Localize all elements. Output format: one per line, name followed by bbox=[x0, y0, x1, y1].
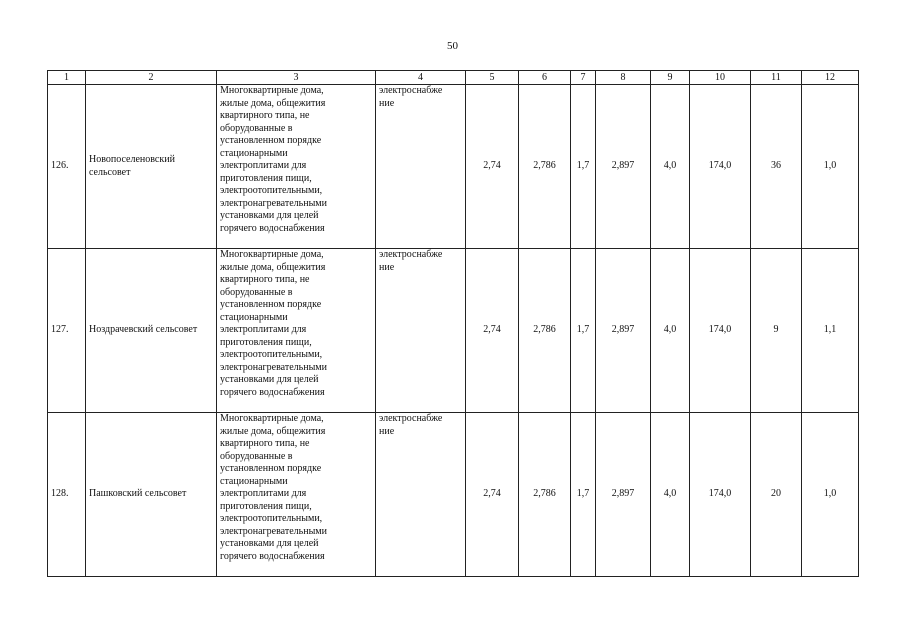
value-col-9: 4,0 bbox=[651, 249, 690, 413]
settlement-name: Ноздрачевский сельсовет bbox=[86, 249, 217, 413]
column-header: 7 bbox=[571, 71, 596, 85]
housing-description: Многоквартирные дома, жилые дома, общежития квартирного типа, не оборудованные в установленном порядке стационарными электроплитами для приготовления пищи, электроотопительными, электронагревательными установками для целей горячего водоснабжения bbox=[217, 249, 376, 413]
column-header: 2 bbox=[86, 71, 217, 85]
value-col-7: 1,7 bbox=[571, 413, 596, 577]
value-col-9: 4,0 bbox=[651, 413, 690, 577]
value-col-5: 2,74 bbox=[466, 85, 519, 249]
column-header: 6 bbox=[519, 71, 571, 85]
table-row bbox=[48, 413, 859, 577]
value-col-6: 2,786 bbox=[519, 413, 571, 577]
value-col-5: 2,74 bbox=[466, 249, 519, 413]
utility-type: электроснабже ние bbox=[376, 249, 466, 413]
tariff-table bbox=[47, 70, 859, 577]
housing-description: Многоквартирные дома, жилые дома, общежития квартирного типа, не оборудованные в установленном порядке стационарными электроплитами для приготовления пищи, электроотопительными, электронагревательными установками для целей горячего водоснабжения bbox=[217, 413, 376, 577]
value-col-9: 4,0 bbox=[651, 85, 690, 249]
value-col-8: 2,897 bbox=[596, 413, 651, 577]
value-col-5: 2,74 bbox=[466, 413, 519, 577]
value-col-11: 9 bbox=[751, 249, 802, 413]
settlement-name: Новопоселеновский сельсовет bbox=[86, 85, 217, 249]
value-col-12: 1,0 bbox=[802, 85, 859, 249]
value-col-11: 36 bbox=[751, 85, 802, 249]
row-number: 126. bbox=[48, 85, 86, 249]
value-col-6: 2,786 bbox=[519, 85, 571, 249]
value-col-12: 1,0 bbox=[802, 413, 859, 577]
value-col-10: 174,0 bbox=[690, 249, 751, 413]
column-header: 4 bbox=[376, 71, 466, 85]
utility-type: электроснабже ние bbox=[376, 85, 466, 249]
table-row bbox=[48, 249, 859, 413]
column-header: 9 bbox=[651, 71, 690, 85]
value-col-10: 174,0 bbox=[690, 85, 751, 249]
row-number: 128. bbox=[48, 413, 86, 577]
value-col-8: 2,897 bbox=[596, 249, 651, 413]
settlement-name: Пашковский сельсовет bbox=[86, 413, 217, 577]
value-col-11: 20 bbox=[751, 413, 802, 577]
value-col-7: 1,7 bbox=[571, 85, 596, 249]
utility-type: электроснабже ние bbox=[376, 413, 466, 577]
table-row bbox=[48, 85, 859, 249]
column-header: 3 bbox=[217, 71, 376, 85]
page-number: 50 bbox=[447, 40, 458, 52]
value-col-6: 2,786 bbox=[519, 249, 571, 413]
column-header: 5 bbox=[466, 71, 519, 85]
row-number: 127. bbox=[48, 249, 86, 413]
column-header: 8 bbox=[596, 71, 651, 85]
column-header: 1 bbox=[48, 71, 86, 85]
value-col-7: 1,7 bbox=[571, 249, 596, 413]
column-header: 11 bbox=[751, 71, 802, 85]
table-header-row bbox=[48, 71, 859, 85]
value-col-8: 2,897 bbox=[596, 85, 651, 249]
column-header: 12 bbox=[802, 71, 859, 85]
value-col-12: 1,1 bbox=[802, 249, 859, 413]
housing-description: Многоквартирные дома, жилые дома, общежития квартирного типа, не оборудованные в установленном порядке стационарными электроплитами для приготовления пищи, электроотопительными, электронагревательными установками для целей горячего водоснабжения bbox=[217, 85, 376, 249]
column-header: 10 bbox=[690, 71, 751, 85]
value-col-10: 174,0 bbox=[690, 413, 751, 577]
